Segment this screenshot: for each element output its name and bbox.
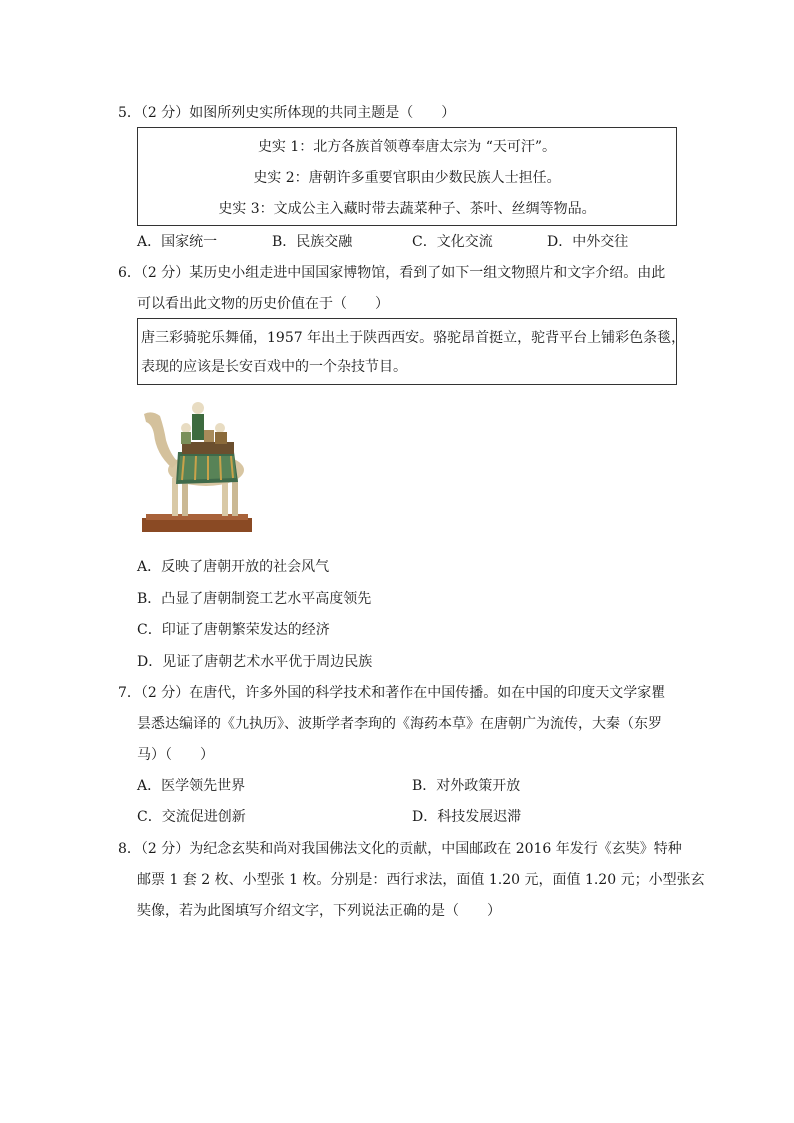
q5-option-c[interactable]: C．文化交流 [412, 234, 493, 250]
q5-option-d[interactable]: D．中外交往 [547, 234, 629, 250]
camel-figurine-photo [138, 394, 254, 540]
q5-fact-2: 史实 2：唐朝许多重要官职由少数民族人士担任。 [253, 170, 561, 186]
q5-option-b[interactable]: B．民族交融 [272, 234, 353, 250]
q7-option-b[interactable]: B．对外政策开放 [412, 778, 521, 794]
q7-stem-line-1: 7．（2 分）在唐代，许多外国的科学技术和著作在中国传播。如在中国的印度天文学家瞿 [118, 685, 666, 701]
q5-option-a[interactable]: A．国家统一 [137, 234, 218, 250]
q5-facts-box [137, 127, 677, 226]
q6-intro-line-2: 表现的应该是长安百戏中的一个杂技节目。 [141, 359, 407, 375]
q7-stem-line-3: 马）（ ） [137, 747, 214, 763]
q8-stem-line-1: 8．（2 分）为纪念玄奘和尚对我国佛法文化的贡献，中国邮政在 2016 年发行《玄奘》特种 [118, 841, 682, 857]
q7-option-c[interactable]: C．交流促进创新 [137, 809, 246, 825]
q6-intro-line-1: 唐三彩骑驼乐舞俑，1957 年出土于陕西西安。骆驼昂首挺立，驼背平台上铺彩色条毯， [141, 330, 686, 346]
q5-fact-3: 史实 3：文成公主入藏时带去蔬菜种子、茶叶、丝绸等物品。 [218, 201, 596, 217]
q6-option-c[interactable]: C．印证了唐朝繁荣发达的经济 [137, 622, 330, 638]
q7-option-a[interactable]: A．医学领先世界 [137, 778, 246, 794]
q8-stem-line-3: 奘像，若为此图填写介绍文字，下列说法正确的是（ ） [137, 903, 501, 919]
q8-stem-line-2: 邮票 1 套 2 枚、小型张 1 枚。分别是：西行求法，面值 1.20 元，面值 1.20 元；小型张玄 [137, 872, 705, 888]
q7-stem-line-2: 昙悉达编译的《九执历》、波斯学者李珣的《海药本草》在唐朝广为流传，大秦（东罗 [137, 716, 662, 732]
q5-stem: 5．（2 分）如图所列史实所体现的共同主题是（ ） [118, 105, 456, 121]
q6-stem-line-1: 6．（2 分）某历史小组走进中国国家博物馆，看到了如下一组文物照片和文字介绍。由此 [118, 265, 666, 281]
q7-option-d[interactable]: D．科技发展迟滞 [412, 809, 522, 825]
q6-option-d[interactable]: D．见证了唐朝艺术水平优于周边民族 [137, 654, 373, 670]
q6-stem-line-2: 可以看出此文物的历史价值在于（ ） [137, 296, 389, 312]
q6-option-b[interactable]: B．凸显了唐朝制瓷工艺水平高度领先 [137, 591, 372, 607]
q6-intro-box [137, 318, 686, 385]
q5-fact-1: 史实 1：北方各族首领尊奉唐太宗为 “天可汗”。 [257, 139, 557, 155]
q6-option-a[interactable]: A．反映了唐朝开放的社会风气 [137, 559, 330, 575]
